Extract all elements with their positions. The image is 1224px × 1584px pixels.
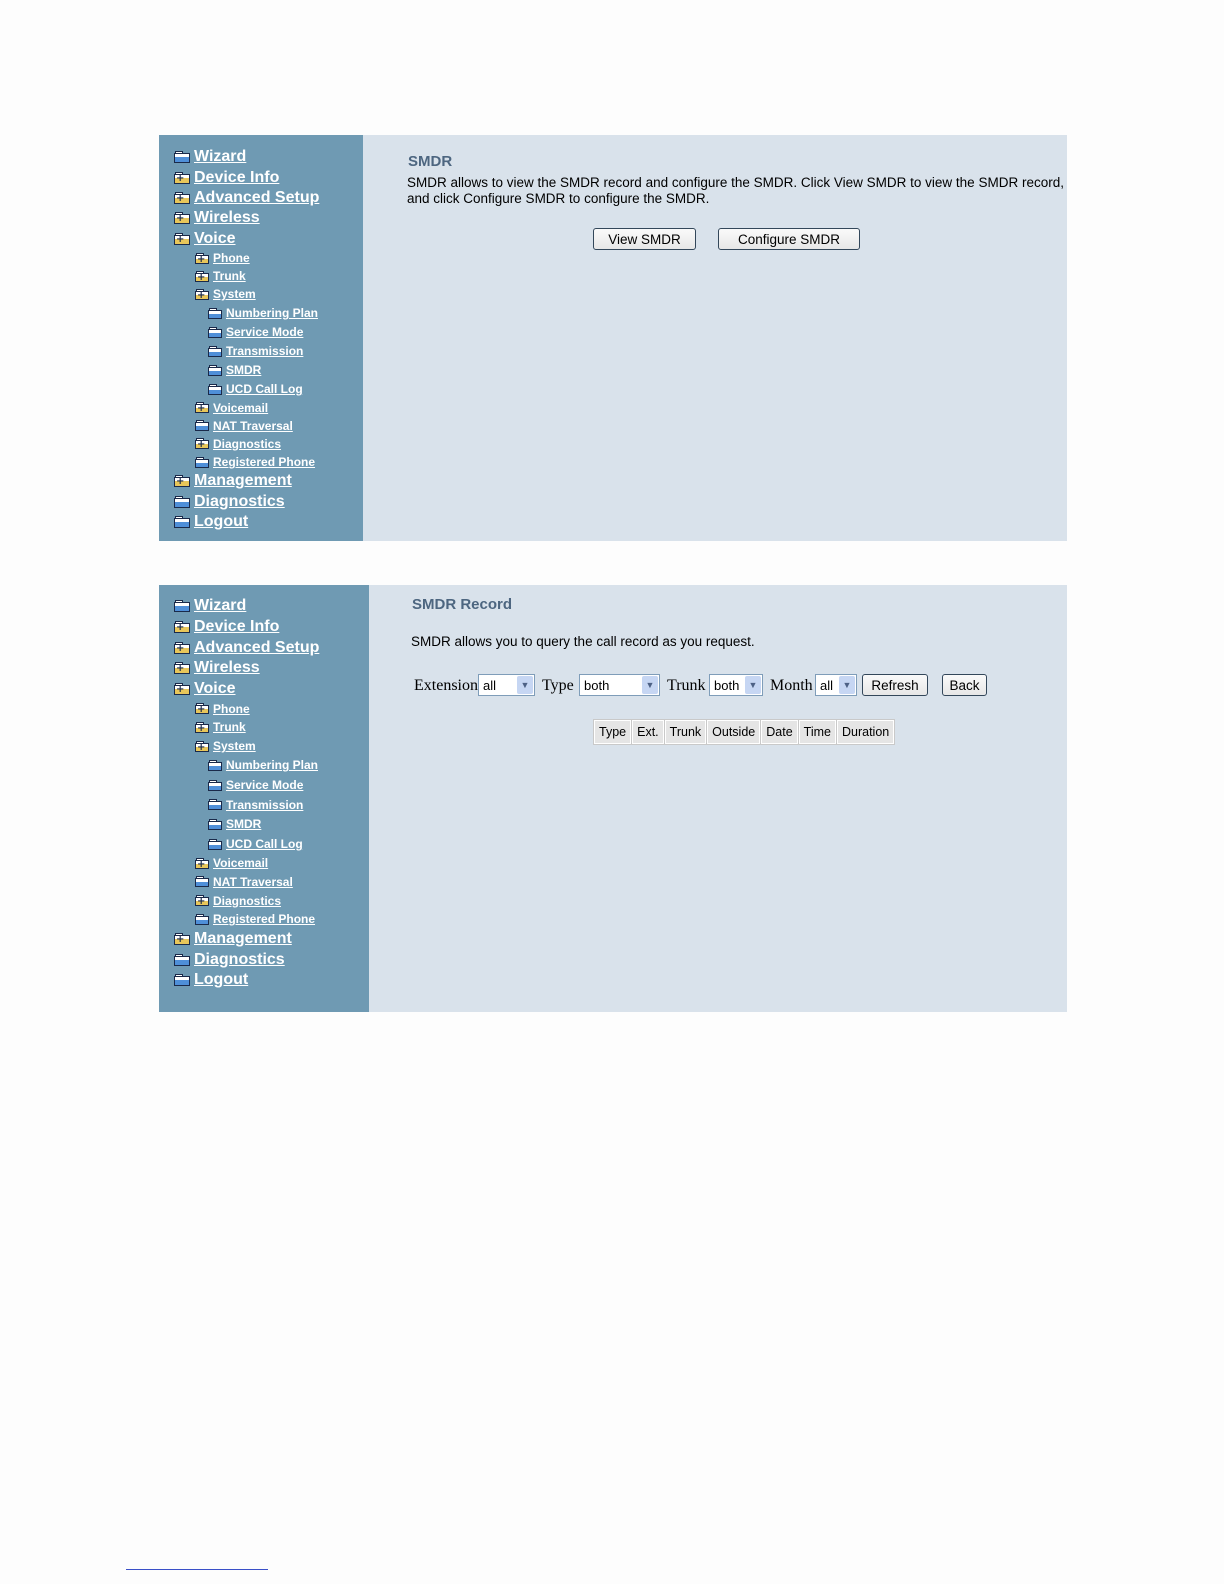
page-description: SMDR allows you to query the call record as you request.: [411, 634, 755, 649]
sidebar-item-label[interactable]: Transmission: [226, 344, 304, 359]
sidebar-item-nat-traversal[interactable]: [174, 873, 369, 892]
sidebar-item-wireless[interactable]: [174, 208, 363, 228]
chevron-down-icon: ▼: [745, 676, 761, 694]
sidebar-item-wireless[interactable]: [174, 658, 369, 679]
sidebar-item-label[interactable]: Phone: [213, 251, 250, 266]
trunk-label: Trunk: [667, 677, 706, 694]
sidebar-item-label[interactable]: Device Info: [194, 168, 280, 186]
sidebar-item-label[interactable]: Management: [194, 930, 292, 948]
folder-icon: [208, 308, 222, 319]
trunk-select[interactable]: [709, 674, 763, 696]
sidebar-item-wizard[interactable]: [174, 596, 369, 617]
sidebar-item-label[interactable]: Voice: [194, 229, 236, 247]
sidebar-item-label[interactable]: Service Mode: [226, 325, 304, 340]
sidebar-item-nat-traversal[interactable]: [174, 417, 363, 435]
folder-plus-icon: [195, 271, 209, 282]
sidebar-item-label[interactable]: SMDR: [226, 363, 262, 378]
month-select[interactable]: [815, 674, 857, 696]
folder-plus-icon: [174, 662, 190, 674]
sidebar-item-numbering-plan[interactable]: [174, 756, 369, 776]
sidebar-item-management[interactable]: [174, 929, 369, 950]
sidebar-item-label[interactable]: NAT Traversal: [213, 418, 293, 433]
sidebar-item-transmission[interactable]: [174, 795, 369, 815]
sidebar-item-label[interactable]: Advanced Setup: [194, 638, 320, 656]
sidebar-item-label[interactable]: Wizard: [194, 597, 247, 615]
sidebar-item-label[interactable]: Diagnostics: [213, 893, 282, 908]
sidebar-item-system[interactable]: [174, 285, 363, 303]
folder-icon: [174, 974, 190, 986]
extension-select-value: all: [483, 677, 497, 693]
folder-icon: [195, 420, 209, 431]
folder-icon: [208, 839, 222, 850]
folder-icon: [174, 496, 190, 508]
sidebar-item-label[interactable]: Management: [194, 472, 292, 490]
smdr-screenshot: [159, 135, 1067, 541]
sidebar-item-management[interactable]: [174, 471, 363, 491]
sidebar-item-voice[interactable]: [174, 229, 363, 249]
sidebar-item-ucd-call-log[interactable]: [174, 834, 369, 854]
sidebar-item-label[interactable]: UCD Call Log: [226, 382, 303, 397]
sidebar-item-label[interactable]: Device Info: [194, 618, 280, 636]
sidebar-item-label[interactable]: Wireless: [194, 209, 260, 227]
smdr-record-table: [593, 719, 895, 745]
sidebar-item-smdr[interactable]: [174, 361, 363, 380]
page-title: SMDR Record: [412, 596, 513, 613]
sidebar-item-label[interactable]: Diagnostics: [213, 436, 282, 451]
sidebar-item-label[interactable]: System: [213, 287, 256, 302]
sidebar-item-label[interactable]: Trunk: [213, 720, 246, 735]
sidebar-item-label[interactable]: Advanced Setup: [194, 188, 320, 206]
view-smdr-button[interactable]: View SMDR: [593, 228, 696, 250]
sidebar-nav: [159, 585, 369, 1012]
smdr-main-panel: [363, 135, 1067, 541]
column-header: Duration: [837, 720, 894, 744]
trunk-select-value: both: [714, 677, 740, 693]
configure-smdr-button[interactable]: Configure SMDR: [718, 228, 860, 250]
footnote-separator: [126, 1569, 268, 1570]
sidebar-item-label[interactable]: Logout: [194, 971, 249, 989]
sidebar-item-voice[interactable]: [174, 679, 369, 700]
extension-label: Extension: [414, 677, 478, 694]
sidebar-item-label[interactable]: System: [213, 739, 256, 754]
folder-icon: [195, 457, 209, 468]
column-header: Trunk: [665, 720, 707, 744]
sidebar-item-label[interactable]: NAT Traversal: [213, 874, 293, 889]
folder-icon: [174, 600, 190, 612]
column-header: Outside: [707, 720, 760, 744]
sidebar-item-label[interactable]: Registered Phone: [213, 455, 316, 470]
folder-plus-icon: [195, 858, 209, 869]
folder-plus-icon: [195, 703, 209, 714]
type-select-value: both: [584, 677, 610, 693]
sidebar-item-numbering-plan[interactable]: [174, 304, 363, 323]
sidebar-item-label[interactable]: Transmission: [226, 797, 304, 812]
sidebar-item-service-mode[interactable]: [174, 323, 363, 342]
chevron-down-icon: ▼: [517, 676, 533, 694]
sidebar-item-label[interactable]: Numbering Plan: [226, 758, 319, 773]
folder-icon: [174, 151, 190, 163]
type-select[interactable]: [579, 674, 660, 696]
sidebar-item-label[interactable]: Numbering Plan: [226, 306, 319, 321]
type-label: Type: [542, 677, 574, 694]
sidebar-item-transmission[interactable]: [174, 342, 363, 361]
table-header-row: [594, 720, 894, 744]
folder-icon: [174, 516, 190, 528]
sidebar-item-label[interactable]: Voice: [194, 680, 236, 698]
sidebar-item-system[interactable]: [174, 737, 369, 756]
smdr-record-screenshot: [159, 585, 1067, 1012]
folder-plus-icon: [174, 683, 190, 695]
sidebar-item-phone[interactable]: [174, 699, 369, 718]
sidebar-item-device-info[interactable]: [174, 167, 363, 187]
sidebar-item-phone[interactable]: [174, 249, 363, 267]
page-title: SMDR: [408, 153, 453, 170]
sidebar-item-registered-phone[interactable]: [174, 910, 369, 929]
folder-plus-icon: [195, 253, 209, 264]
page-description: [407, 175, 1064, 207]
sidebar-item-label[interactable]: Phone: [213, 701, 250, 716]
folder-icon: [195, 876, 209, 887]
folder-plus-icon: [174, 475, 190, 487]
sidebar-item-diagnostics[interactable]: [174, 891, 369, 910]
column-header: Time: [799, 720, 836, 744]
sidebar-item-voicemail[interactable]: [174, 854, 369, 873]
back-button[interactable]: Back: [942, 674, 987, 696]
folder-plus-icon: [174, 212, 190, 224]
folder-plus-icon: [174, 621, 190, 633]
column-header: Ext.: [632, 720, 664, 744]
month-label: Month: [770, 677, 813, 694]
folder-plus-icon: [174, 933, 190, 945]
sidebar-item-diagnostics[interactable]: [174, 435, 363, 453]
folder-plus-icon: [195, 289, 209, 300]
folder-plus-icon: [174, 172, 190, 184]
sidebar-item-advanced-setup[interactable]: [174, 188, 363, 208]
sidebar-item-label[interactable]: Logout: [194, 513, 249, 531]
sidebar-item-voicemail[interactable]: [174, 399, 363, 417]
folder-plus-icon: [195, 402, 209, 413]
sidebar-item-logout[interactable]: [174, 970, 369, 991]
sidebar-item-smdr[interactable]: [174, 815, 369, 835]
folder-icon: [208, 346, 222, 357]
refresh-button[interactable]: Refresh: [862, 674, 928, 696]
sidebar-item-advanced-setup[interactable]: [174, 637, 369, 658]
extension-select[interactable]: [478, 674, 535, 696]
sidebar-item-label[interactable]: Wizard: [194, 148, 247, 166]
folder-icon: [174, 954, 190, 966]
folder-plus-icon: [174, 192, 190, 204]
smdr-record-main-panel: [369, 585, 1067, 1012]
chevron-down-icon: ▼: [839, 676, 855, 694]
sidebar-item-device-info[interactable]: [174, 617, 369, 638]
description-line-2: and click Configure SMDR to configure the SMDR.: [407, 191, 710, 206]
folder-icon: [208, 327, 222, 338]
sidebar-item-label[interactable]: SMDR: [226, 817, 262, 832]
sidebar-item-label[interactable]: Registered Phone: [213, 912, 316, 927]
folder-plus-icon: [195, 895, 209, 906]
description-line-1: SMDR allows to view the SMDR record and configure the SMDR. Click View SMDR to view the SMDR record,: [407, 175, 1064, 190]
sidebar-item-label[interactable]: Voicemail: [213, 856, 269, 871]
sidebar-item-ucd-call-log[interactable]: [174, 380, 363, 399]
column-header: Type: [594, 720, 631, 744]
folder-icon: [195, 914, 209, 925]
sidebar-nav: [159, 135, 363, 541]
sidebar-item-diagnostics[interactable]: [174, 492, 363, 512]
sidebar-item-label[interactable]: Service Mode: [226, 778, 304, 793]
sidebar-item-diagnostics[interactable]: [174, 949, 369, 970]
sidebar-item-label[interactable]: UCD Call Log: [226, 837, 303, 852]
folder-plus-icon: [195, 438, 209, 449]
folder-icon: [208, 819, 222, 830]
folder-plus-icon: [174, 642, 190, 654]
folder-icon: [208, 384, 222, 395]
sidebar-item-label[interactable]: Voicemail: [213, 400, 269, 415]
sidebar-item-wizard[interactable]: [174, 147, 363, 167]
sidebar-item-service-mode[interactable]: [174, 775, 369, 795]
sidebar-item-label[interactable]: Diagnostics: [194, 492, 285, 510]
folder-icon: [208, 365, 222, 376]
sidebar-item-label[interactable]: Trunk: [213, 269, 246, 284]
sidebar-item-logout[interactable]: [174, 512, 363, 532]
folder-plus-icon: [195, 741, 209, 752]
sidebar-item-trunk[interactable]: [174, 718, 369, 737]
sidebar-item-label[interactable]: Wireless: [194, 659, 260, 677]
folder-plus-icon: [195, 722, 209, 733]
folder-plus-icon: [174, 233, 190, 245]
sidebar-item-registered-phone[interactable]: [174, 453, 363, 471]
folder-icon: [208, 760, 222, 771]
column-header: Date: [761, 720, 797, 744]
folder-icon: [208, 780, 222, 791]
month-select-value: all: [820, 677, 834, 693]
sidebar-item-trunk[interactable]: [174, 267, 363, 285]
chevron-down-icon: ▼: [642, 676, 658, 694]
sidebar-item-label[interactable]: Diagnostics: [194, 950, 285, 968]
folder-icon: [208, 799, 222, 810]
